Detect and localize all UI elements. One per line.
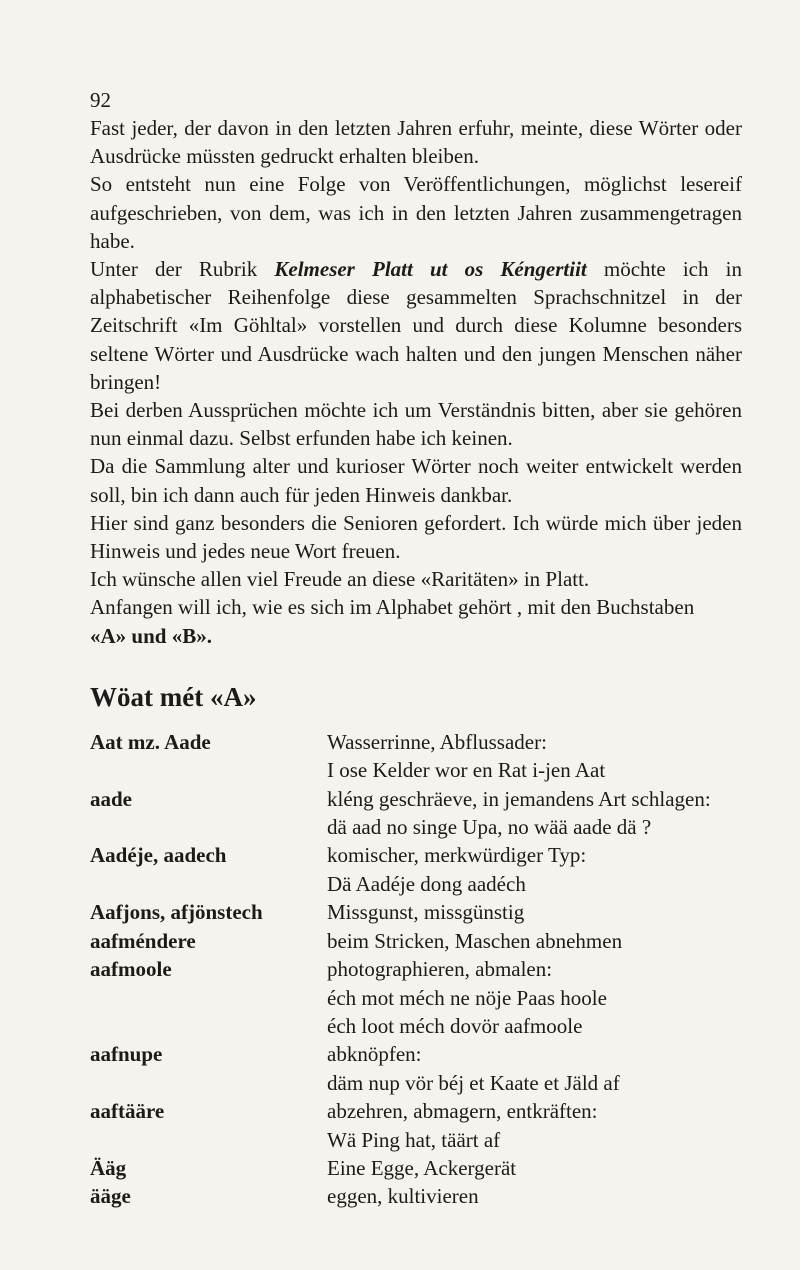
glossary-entry — [90, 898, 742, 926]
entry-definition: Eine Egge, Ackergerät — [327, 1155, 517, 1180]
entry-definition: abzehren, abmagern, entkräften: — [327, 1099, 598, 1124]
glossary-entry — [90, 984, 742, 1012]
glossary-entry — [90, 870, 742, 898]
entry-term: aaftääre — [90, 1099, 165, 1124]
entry-term — [90, 756, 327, 784]
entry-term — [90, 1012, 327, 1040]
page-number: 92 — [90, 88, 111, 112]
entry-term: Aadéje, aadech — [90, 843, 227, 868]
entry-definition: beim Stricken, Maschen abnehmen — [327, 928, 623, 953]
letters-line-text: «A» und «B». — [90, 623, 212, 648]
glossary-entry — [90, 955, 742, 983]
glossary-entry — [90, 1182, 742, 1210]
entry-term — [90, 870, 327, 898]
intro-paragraph-1: Fast jeder, der davon in den letzten Jahren erfuhr, meinte, diese Wörter oder Ausdrücke müssten gedruckt erhalten bleiben. — [90, 116, 742, 169]
entry-example: Wä Ping hat, täärt af — [327, 1127, 501, 1152]
rubric-before: Unter der Rubrik — [90, 257, 275, 282]
entry-term: Ääg — [90, 1155, 127, 1180]
entry-term: aade — [90, 786, 132, 811]
closing-paragraph-4: Ich wünsche allen viel Freude an diese «Raritäten» in Platt. — [90, 567, 590, 592]
glossary-entry — [90, 841, 742, 869]
glossary-entry — [90, 756, 742, 784]
glossary-entry — [90, 1069, 742, 1097]
entry-definition: komischer, merkwürdiger Typ: — [327, 843, 587, 868]
entry-example: I ose Kelder wor en Rat i-jen Aat — [327, 758, 606, 783]
entry-definition: kléng geschräeve, in jemandens Art schlagen: — [327, 786, 711, 811]
entry-term: aafméndere — [90, 928, 196, 953]
entry-term — [90, 813, 327, 841]
glossary-entry — [90, 1040, 742, 1068]
entry-term — [90, 1069, 327, 1097]
rubric-title: Kelmeser Platt ut os Kéngertiit — [274, 257, 587, 282]
glossary-entry — [90, 1097, 742, 1125]
glossary-entry — [90, 1154, 742, 1182]
glossary-entry — [90, 813, 742, 841]
entry-term: aafmoole — [90, 957, 172, 982]
entry-definition: Missgunst, missgünstig — [327, 900, 525, 925]
entry-example: éch loot méch dovör aafmoole — [327, 1013, 583, 1038]
entry-example: dä aad no singe Upa, no wää aade dä ? — [327, 815, 652, 840]
entry-term — [90, 1126, 327, 1154]
glossary-entry — [90, 1126, 742, 1154]
entry-term — [90, 984, 327, 1012]
rubric-paragraph — [90, 255, 742, 396]
closing-paragraph-2: Da die Sammlung alter und kurioser Wörter noch weiter entwickelt werden soll, bin ich dann auch für jeden Hinweis dankbar. — [90, 454, 742, 507]
entry-term: Aat mz. Aade — [90, 729, 211, 754]
entry-definition: Wasserrinne, Abflussader: — [327, 729, 547, 754]
glossary-entry — [90, 1012, 742, 1040]
entry-definition: photographieren, abmalen: — [327, 957, 553, 982]
book-page — [90, 86, 742, 1211]
entry-term: aafnupe — [90, 1042, 163, 1067]
entry-example: éch mot méch ne nöje Paas hoole — [327, 985, 607, 1010]
entry-definition: abknöpfen: — [327, 1042, 422, 1067]
closing-paragraph-1: Bei derben Aussprüchen möchte ich um Verständnis bitten, aber sie gehören nun einmal dazu. Selbst erfunden habe ich keinen. — [90, 398, 742, 451]
closing-paragraph-5: Anfangen will ich, wie es sich im Alphabet gehört , mit den Buchstaben — [90, 595, 695, 620]
section-heading: Wöat mét «A» — [90, 681, 257, 712]
intro-paragraph-2: So entsteht nun eine Folge von Veröffentlichungen, möglichst lesereif aufgeschrieben, von dem, was ich in den letzten Jahren zusammengetragen habe. — [90, 172, 742, 253]
closing-paragraph-3: Hier sind ganz besonders die Senioren gefordert. Ich würde mich über jeden Hinweis und jedes neue Wort freuen. — [90, 510, 742, 564]
rubric-after: möchte ich in alphabetischer Reihenfolge diese gesammelten Sprachschnitzel in der Zeitschrift «Im Göhltal» vorstellen und durch diese Kolumne besonders seltene Wörter und Ausdrücke wach halten und den jungen Menschen näher bringen! — [90, 257, 742, 394]
letters-line — [90, 622, 742, 650]
entry-definition: eggen, kultivieren — [327, 1184, 479, 1209]
entry-example: däm nup vör béj et Kaate et Jäld af — [327, 1070, 620, 1095]
entry-term: ääge — [90, 1184, 131, 1209]
entry-term: Aafjons, afjönstech — [90, 900, 263, 925]
glossary-entry — [90, 785, 742, 813]
glossary-entry — [90, 728, 742, 756]
glossary-entries — [90, 728, 742, 1211]
entry-example: Dä Aadéje dong aadéch — [327, 871, 526, 896]
glossary-entry — [90, 927, 742, 955]
